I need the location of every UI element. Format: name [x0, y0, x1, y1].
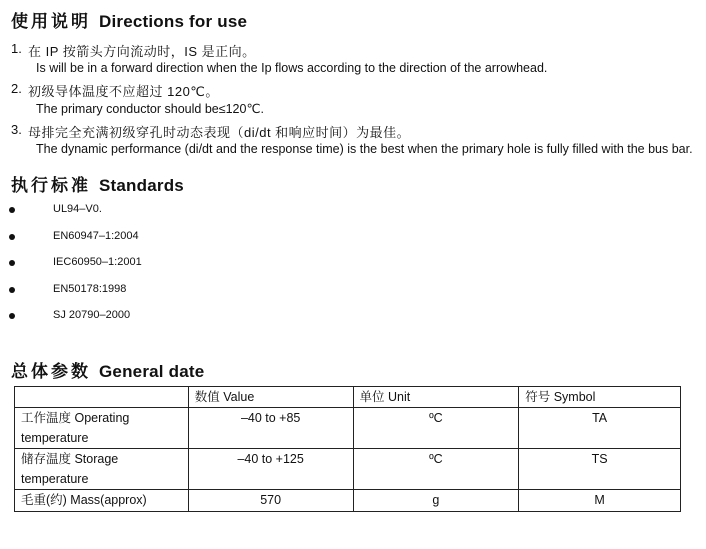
table-row — [15, 490, 681, 512]
param-symbol: TA — [519, 408, 681, 449]
standard-item-5: SJ 20790–2000 — [53, 309, 131, 321]
direction-zh-2: 初级导体温度不应超过 120℃。 — [28, 84, 219, 99]
general-heading — [11, 357, 204, 382]
param-label-operating-temperature: 工作温度 Operating temperature — [15, 408, 189, 449]
param-unit: g — [353, 490, 519, 512]
param-unit: ºC — [353, 449, 519, 490]
param-label-storage-temperature: 储存温度 Storage temperature — [15, 449, 189, 490]
general-heading-zh: 总体参数 — [11, 362, 91, 381]
standard-item-1: UL94–V0. — [53, 203, 102, 215]
direction-en-1: Is will be in a forward direction when the Ip flows according to the direction of the arrowhead. — [36, 61, 548, 75]
direction-number-3: 3. — [11, 122, 22, 137]
table-row — [15, 449, 681, 490]
direction-number-2: 2. — [11, 81, 22, 96]
param-value: –40 to +125 — [188, 449, 353, 490]
direction-en-2: The primary conductor should be≤120℃. — [36, 102, 264, 116]
standards-heading-en: Standards — [99, 176, 184, 195]
directions-heading-en: Directions for use — [99, 12, 248, 31]
header-cell-symbol: 符号 Symbol — [519, 387, 681, 408]
table-row — [15, 408, 681, 449]
param-unit: ºC — [353, 408, 519, 449]
header-cell-value: 数值 Value — [188, 387, 353, 408]
param-value: –40 to +85 — [188, 408, 353, 449]
standard-item-2: EN60947–1:2004 — [53, 230, 139, 242]
direction-number-1: 1. — [11, 41, 22, 56]
standard-item-3: IEC60950–1:2001 — [53, 256, 142, 268]
header-cell-unit: 单位 Unit — [353, 387, 519, 408]
header-cell-empty — [15, 387, 189, 408]
param-symbol: TS — [519, 449, 681, 490]
general-params-table — [14, 386, 681, 512]
bullet-icon — [9, 234, 15, 240]
param-symbol: M — [519, 490, 681, 512]
bullet-icon — [9, 313, 15, 319]
direction-zh-1: 在 IP 按箭头方向流动时，IS 是正向。 — [28, 44, 256, 59]
direction-en-3: The dynamic performance (di/dt and the response time) is the best when the primary hole is fully filled with the bus bar. — [36, 142, 693, 156]
table-header-row — [15, 387, 681, 408]
bullet-icon — [9, 260, 15, 266]
general-heading-en: General date — [99, 362, 205, 381]
directions-heading — [11, 7, 247, 32]
directions-heading-zh: 使用说明 — [11, 12, 91, 31]
standards-heading-zh: 执行标准 — [11, 176, 91, 195]
standards-heading — [11, 171, 184, 196]
bullet-icon — [9, 287, 15, 293]
standard-item-4: EN50178:1998 — [53, 283, 127, 295]
direction-zh-3: 母排完全充满初级穿孔时动态表现（di/dt 和响应时间）为最佳。 — [28, 125, 411, 140]
bullet-icon — [9, 207, 15, 213]
param-value: 570 — [188, 490, 353, 512]
param-label-mass: 毛重(约) Mass(approx) — [15, 490, 189, 512]
